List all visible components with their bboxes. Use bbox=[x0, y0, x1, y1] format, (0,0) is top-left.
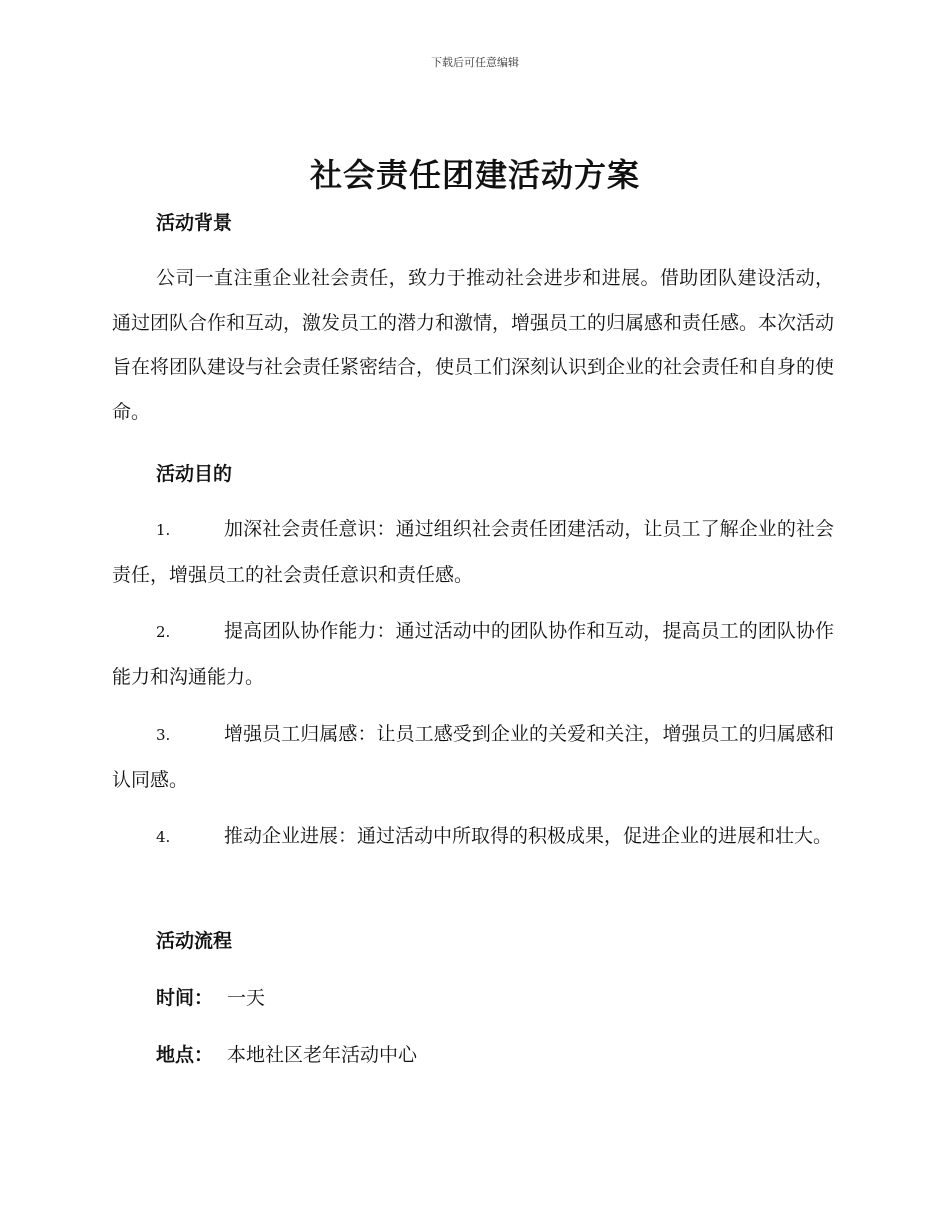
process-place-label: 地点： bbox=[156, 1044, 214, 1066]
goal-item-number: 1. bbox=[156, 521, 171, 539]
goal-item-number: 4. bbox=[156, 828, 171, 846]
page-header-note: 下载后可任意编辑 bbox=[431, 56, 519, 69]
background-paragraph: 公司一直注重企业社会责任，致力于推动社会进步和进展。借助团队建设活动，通过团队合作和互动，激发员工的潜力和激情，增强员工的归属感和责任感。本次活动旨在将团队建设与社会责任紧密结合，使员工们深刻认识到企业的社会责任和自身的使命。 bbox=[112, 267, 835, 423]
goal-item bbox=[112, 609, 834, 700]
goal-item bbox=[112, 507, 834, 598]
section-heading-goals: 活动目的 bbox=[156, 463, 233, 485]
goal-item-text: 推动企业进展：通过活动中所取得的积极成果，促进企业的进展和壮大。 bbox=[224, 825, 833, 847]
goal-item-number: 2. bbox=[156, 623, 171, 641]
goal-item-text: 提高团队协作能力：通过活动中的团队协作和互动，提高员工的团队协作能力和沟通能力。 bbox=[112, 620, 834, 688]
process-time-row bbox=[156, 983, 265, 1010]
process-place-row bbox=[156, 1040, 417, 1067]
process-time-label: 时间： bbox=[156, 987, 214, 1009]
goal-item-text: 增强员工归属感：让员工感受到企业的关爱和关注，增强员工的归属感和认同感。 bbox=[112, 723, 834, 791]
goal-item bbox=[112, 814, 834, 860]
goal-item-number: 3. bbox=[156, 726, 171, 744]
document-title: 社会责任团建活动方案 bbox=[309, 156, 640, 194]
process-place-value: 本地社区老年活动中心 bbox=[227, 1044, 418, 1066]
section-heading-background: 活动背景 bbox=[156, 212, 233, 234]
goal-item-text: 加深社会责任意识：通过组织社会责任团建活动，让员工了解企业的社会责任，增强员工的社会责任意识和责任感。 bbox=[112, 518, 834, 586]
section-heading-process: 活动流程 bbox=[156, 930, 233, 952]
goal-item bbox=[112, 712, 834, 803]
process-time-value: 一天 bbox=[227, 987, 266, 1009]
